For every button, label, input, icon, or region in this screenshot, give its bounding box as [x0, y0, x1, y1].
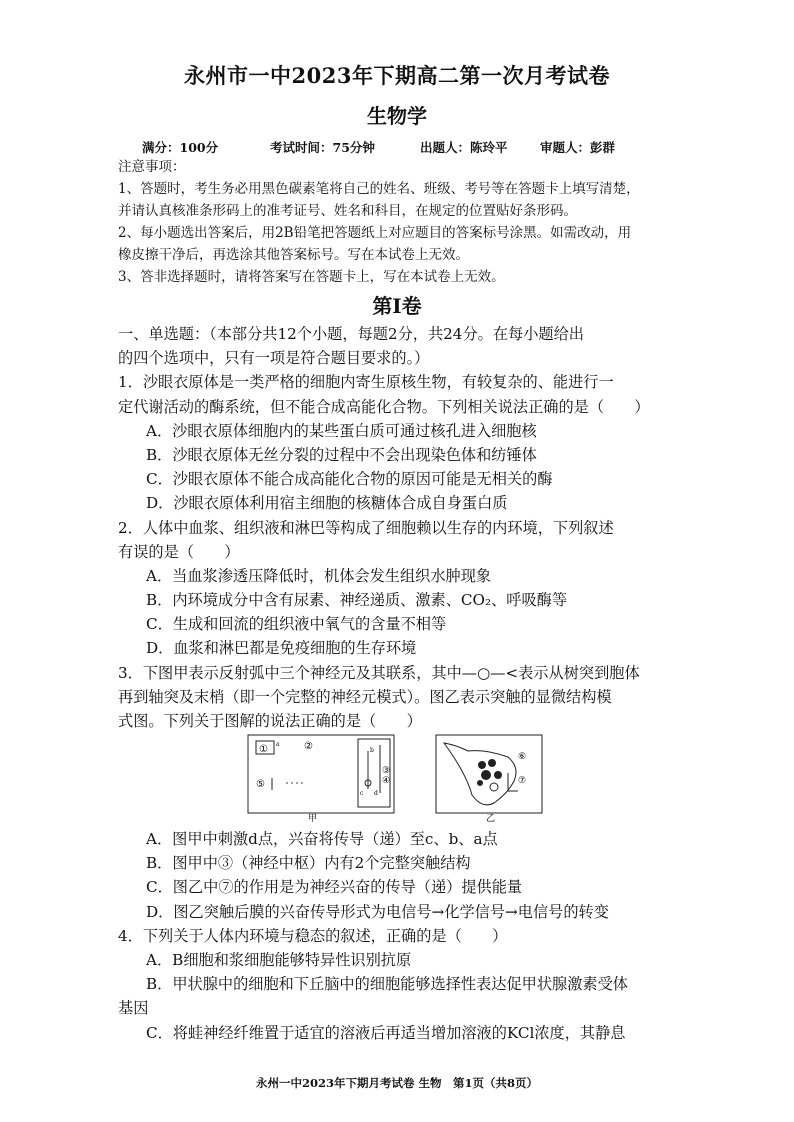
figure-jia	[248, 735, 394, 823]
subject-title: 生物学	[367, 104, 427, 128]
mark-d: d	[374, 790, 378, 797]
q4-option-a: A．B细胞和浆细胞能够特异性识别抗原	[146, 950, 412, 969]
mark-b: b	[370, 747, 374, 754]
notice-line: 橡皮擦干净后，再选涂其他答案标号。写在本试卷上无效。	[118, 247, 469, 263]
notice-heading: 注意事项：	[118, 159, 186, 175]
q3-figure	[246, 733, 544, 823]
page-footer: 永州一中2023年下期月考试卷 生物 第1页（共8页）	[255, 1076, 538, 1090]
vesicle	[481, 770, 491, 780]
notice-block	[118, 156, 678, 288]
vesicle	[494, 771, 502, 779]
q1-stem: 1．沙眼衣原体是一类严格的细胞内寄生原核生物，有较复杂的、能进行一	[118, 373, 614, 392]
q4-option-c: C．将蛙神经纤维置于适宜的溶液后再适当增加溶液的KCl浓度，其静息	[146, 1023, 626, 1042]
part-heading: 的四个选项中，只有一项是符合题目要求的。）	[118, 349, 430, 368]
q3-option-b: B．图甲中③（神经中枢）内有2个完整突触结构	[146, 854, 471, 873]
figure-yi-label: 乙	[486, 814, 496, 823]
q2-option-d: D．血浆和淋巴都是免疫细胞的生存环境	[146, 639, 417, 658]
q2-stem: 有误的是（ ）	[118, 542, 240, 561]
exam-title: 永州市一中2023年下期高二第一次月考试卷	[184, 63, 610, 88]
mark-5: ⑤	[256, 779, 265, 790]
mark-c: c	[360, 790, 364, 797]
mark-3: ③	[382, 766, 391, 776]
q3-stem: 式图。下列关于图解的说法正确的是（ ）	[118, 712, 422, 730]
q3-stem: 再到轴突及末梢（即一个完整的神经元模式）。图乙表示突触的显微结构模	[118, 687, 612, 706]
mark-2: ②	[304, 741, 313, 752]
synaptic-knob	[444, 743, 516, 805]
mark-4: ④	[382, 776, 391, 786]
mark-7: ⑦	[518, 776, 527, 786]
notice-line: 1、答题时，考生务必用黑色碳素笔将自己的姓名、班级、考号等在答题卡上填写清楚，	[118, 181, 640, 197]
question-block-top	[118, 322, 678, 733]
q2-stem: 2．人体中血浆、组织液和淋巴等构成了细胞赖以生存的内环境，下列叙述	[118, 518, 614, 537]
figure-jia-label: 甲	[308, 814, 318, 823]
mark-6: ⑥	[518, 752, 527, 762]
mark-1: ①	[259, 744, 268, 755]
notice-line: 并请认真核准条形码上的准考证号、姓名和科目，在规定的位置贴好条形码。	[118, 203, 577, 219]
mitochondrion	[490, 783, 498, 791]
q1-option-d: D．沙眼衣原体利用宿主细胞的核糖体合成自身蛋白质	[146, 494, 508, 513]
q4-stem: 4．下列关于人体内环境与稳态的叙述，正确的是（ ）	[118, 926, 508, 945]
q3-option-a: A．图甲中刺激d点，兴奋将传导（递）至c、b、a点	[146, 830, 498, 848]
notice-line: 3、答非选择题时，请将答案写在答题卡上，写在本试卷上无效。	[118, 269, 505, 285]
section-title: 第Ⅰ卷	[372, 294, 422, 318]
q2-option-b: B．内环境成分中含有尿素、神经递质、激素、CO₂、呼吸酶等	[146, 591, 568, 610]
q3-option-d: D．图乙突触后膜的兴奋传导形式为电信号→化学信号→电信号的转变	[146, 902, 609, 921]
vesicle	[488, 759, 496, 767]
question-block-bottom	[118, 827, 678, 1045]
mark-a: a	[276, 741, 280, 748]
q3-stem: 3．下图甲表示反射弧中三个神经元及其联系，其中—○—<表示从树突到胞体	[118, 663, 640, 682]
notice-line: 2、每小题选出答案后，用2B铅笔把答题纸上对应题目的答案标号涂黑。如需改动，用	[118, 225, 632, 241]
q2-option-c: C．生成和回流的组织液中氧气的含量不相等	[146, 615, 447, 634]
q1-option-c: C．沙眼衣原体不能合成高能化合物的原因可能是无相关的酶	[146, 470, 553, 489]
q4-option-b-cont: 基因	[118, 999, 149, 1018]
q1-option-a: A．沙眼衣原体细胞内的某些蛋白质可通过核孔进入细胞核	[146, 421, 537, 440]
full-score: 满分：100分	[142, 140, 219, 155]
q1-option-b: B．沙眼衣原体无丝分裂的过程中不会出现染色体和纺锤体	[146, 445, 537, 464]
q3-option-c: C．图乙中⑦的作用是为神经兴奋的传导（递）提供能量	[146, 878, 523, 897]
q4-option-b: B．甲状腺中的细胞和下丘脑中的细胞能够选择性表达促甲状腺激素受体	[146, 975, 628, 994]
exam-time: 考试时间：75分钟	[270, 140, 375, 155]
reviewer: 审题人：彭群	[540, 140, 616, 155]
vesicle	[477, 780, 483, 786]
figure-yi	[436, 735, 542, 823]
vesicle	[478, 761, 486, 769]
q2-option-a: A．当血浆渗透压降低时，机体会发生组织水肿现象	[146, 566, 492, 585]
q1-stem: 定代谢活动的酶系统，但不能合成高能化合物。下列相关说法正确的是（ ）	[118, 397, 650, 416]
part-heading: 一、单选题：（本部分共12个小题，每题2分，共24分。在每小题给出	[118, 325, 584, 343]
author: 出题人：陈玲平	[420, 140, 508, 155]
